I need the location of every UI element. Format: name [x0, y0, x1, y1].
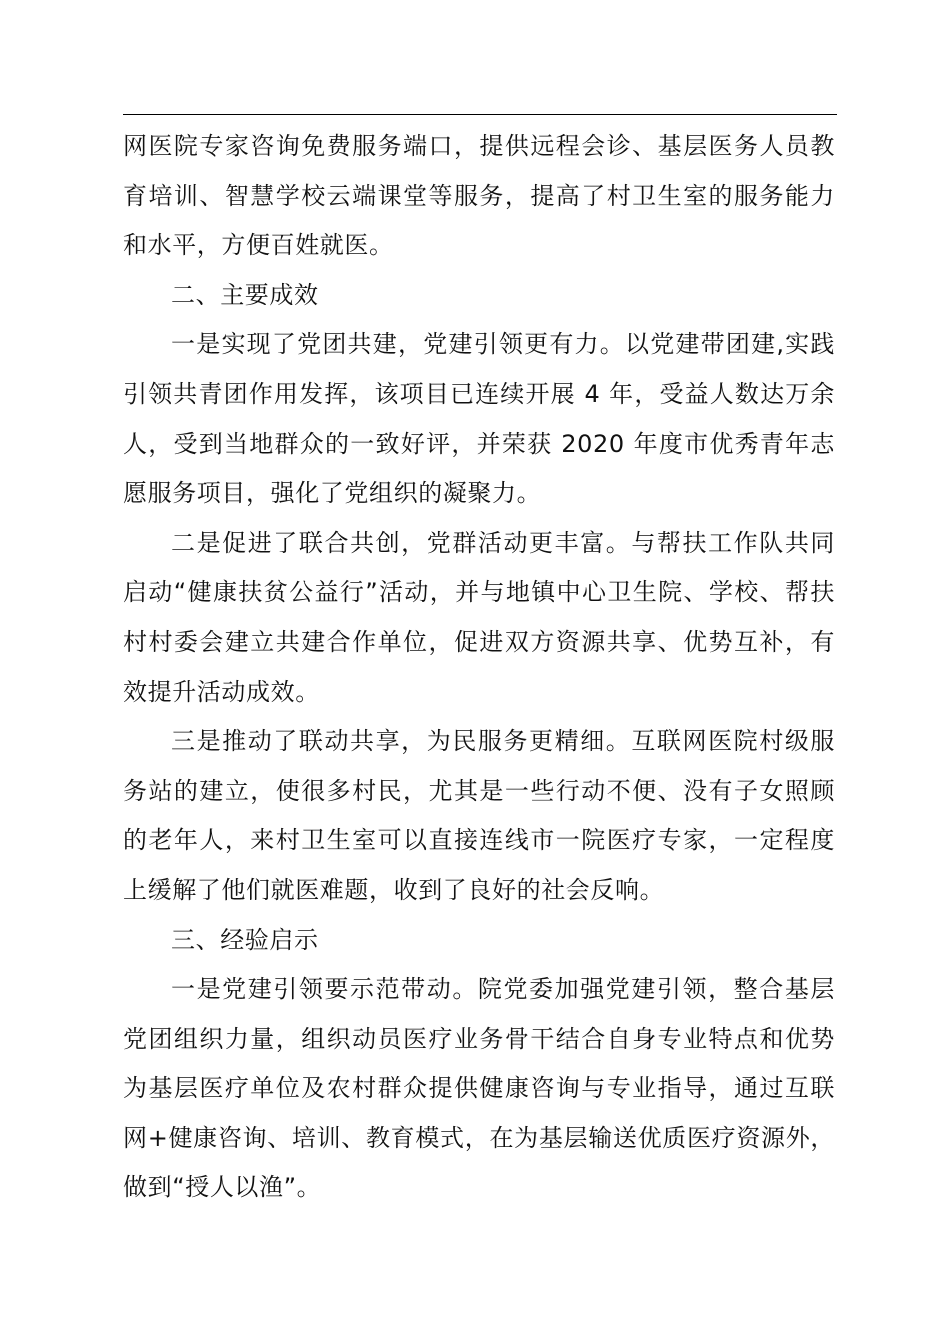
paragraph-continuation: 网医院专家咨询免费服务端口，提供远程会诊、基层医务人员教育培训、智慧学校云端课堂等服务，提高了村卫生室的服务能力和水平，方便百姓就医。	[123, 132, 835, 260]
document-body	[123, 122, 835, 1213]
section-heading-lessons: 三、经验启示	[171, 925, 319, 954]
header-rule	[123, 114, 837, 115]
paragraph-effect-2: 二是促进了联合共创，党群活动更丰富。与帮扶工作队共同启动“健康扶贫公益行”活动，并与地镇中心卫生院、学校、帮扶村村委会建立共建合作单位，促进双方资源共享、优势互补，有效提升活动成效。	[123, 528, 835, 706]
paragraph-effect-3: 三是推动了联动共享，为民服务更精细。互联网医院村级服务站的建立，使很多村民，尤其是一些行动不便、没有子女照顾的老年人，来村卫生室可以直接连线市一院医疗专家，一定程度上缓解了他们就医难题，收到了良好的社会反响。	[123, 727, 835, 904]
section-heading-main-results: 二、主要成效	[171, 280, 319, 309]
paragraph-effect-1: 一是实现了党团共建，党建引领更有力。以党建带团建,实践引领共青团作用发挥，该项目已连续开展 4 年，受益人数达万余人，受到当地群众的一致好评，并荣获 2020 年度市优秀青年志愿服务项目，强化了党组织的凝聚力。	[123, 330, 835, 508]
paragraph-lesson-1: 一是党建引领要示范带动。院党委加强党建引领，整合基层党团组织力量，组织动员医疗业务骨干结合自身专业特点和优势为基层医疗单位及农村群众提供健康咨询与专业指导，通过互联网+健康咨询、培训、教育模式，在为基层输送优质医疗资源外，做到“授人以渔”。	[123, 975, 835, 1202]
